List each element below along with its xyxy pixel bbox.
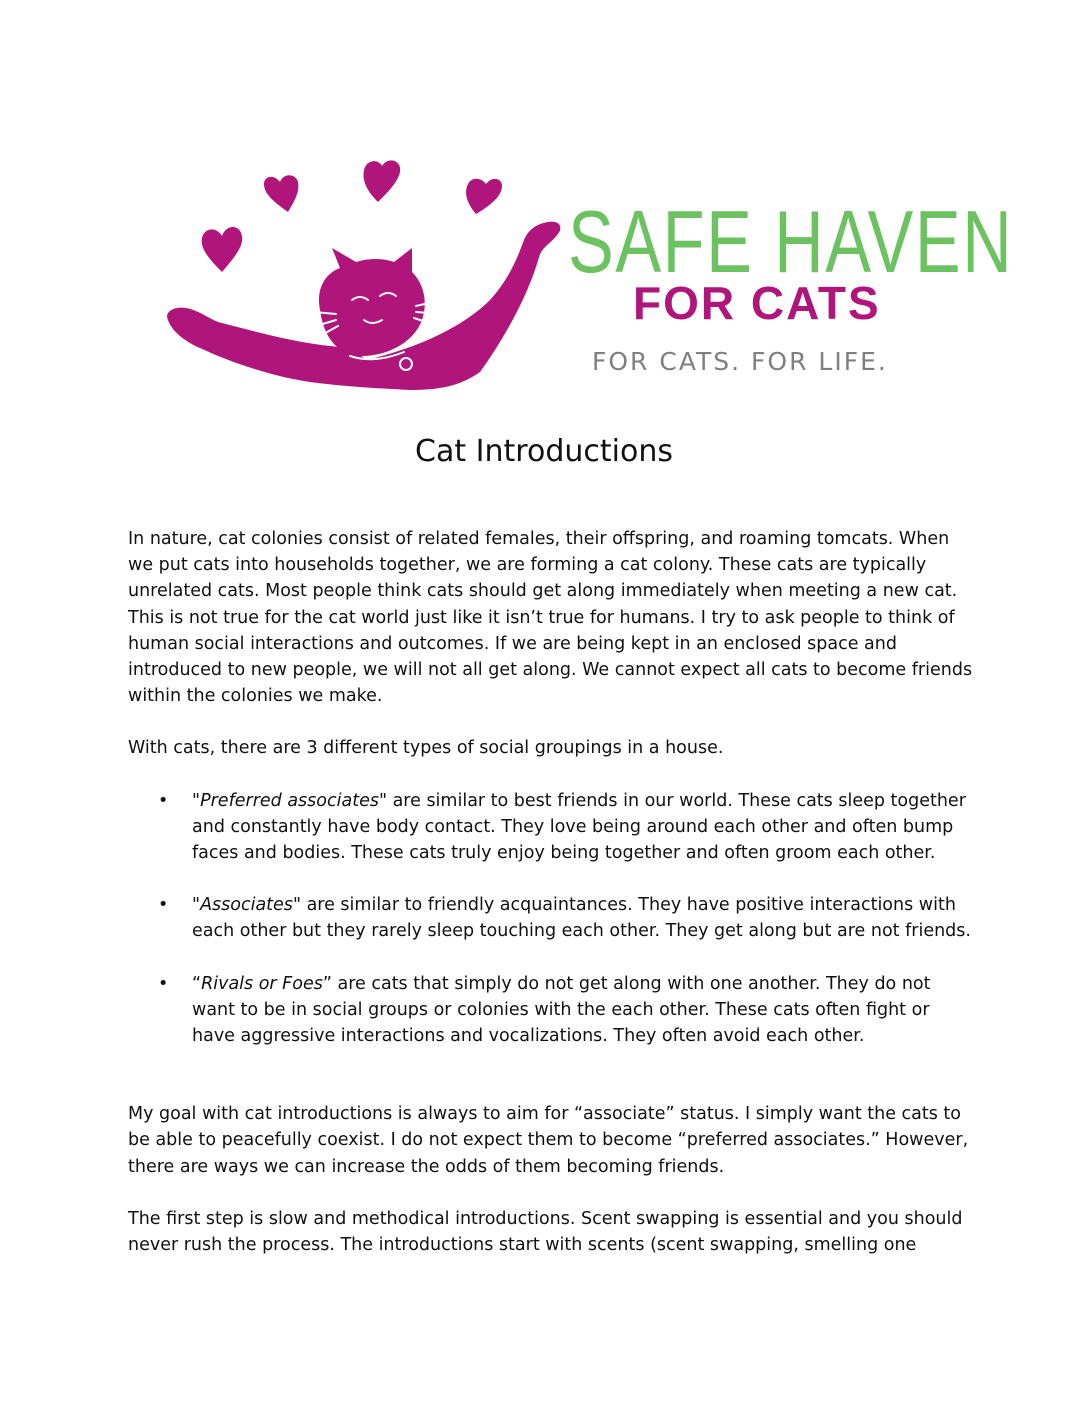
- bullet-icon: •: [158, 790, 169, 811]
- social-groupings-list: [128, 788, 973, 1050]
- spacer: [128, 1075, 973, 1101]
- close-quote: ": [292, 895, 301, 916]
- heart-icon: [364, 160, 401, 202]
- brand-tagline: FOR CATS. FOR LIFE.: [592, 347, 888, 376]
- bullet-icon: •: [158, 973, 169, 994]
- intro-paragraph: In nature, cat colonies consist of related females, their offspring, and roaming tomcats. When we put cats into households together, we are forming a cat colony. These cats are typically unrelated cats. Most people think cats should get along immediately when meeting a new cat. This is not true for the cat world just like it isn’t true for humans. I try to ask people to think of human social interactions and outcomes. If we are being kept in an enclosed space and introduced to new people, we will not all get along. We cannot expect all cats to become friends within the colonies we make.: [128, 529, 973, 707]
- close-quote: ”: [322, 973, 332, 994]
- list-item-associates: [128, 892, 973, 944]
- safe-haven-logo: [160, 150, 1014, 400]
- open-quote: ": [192, 790, 201, 811]
- term-associates: Associates: [200, 895, 293, 916]
- first-step-paragraph: The first step is slow and methodical introductions. Scent swapping is essential and you should never rush the process. The introductions start with scents (scent swapping, smelling one: [128, 1208, 963, 1256]
- groupings-lead-paragraph: With cats, there are 3 different types of social groupings in a house.: [128, 738, 724, 759]
- bullet-icon: •: [158, 895, 169, 916]
- term-rivals-or-foes: Rivals or Foes: [201, 973, 323, 994]
- term-preferred-associates: Preferred associates: [200, 790, 379, 811]
- list-item-preferred-associates: [128, 788, 973, 867]
- description-text: are cats that simply do not get along with one another. They do not want to be in social groups or colonies with the each other. These cats often fight or have aggressive interactions and vocalizations. They often avoid each other.: [192, 973, 931, 1047]
- brand-name-line2: FOR CATS: [633, 277, 881, 329]
- open-quote: ": [192, 895, 201, 916]
- goal-paragraph: My goal with cat introductions is always to aim for “associate” status. I simply want the cats to be able to peacefully coexist. I do not expect them to become “preferred associates.” However, there are ways we can increase the odds of them becoming friends.: [128, 1104, 969, 1177]
- open-quote: “: [192, 973, 202, 994]
- description-text: are similar to best friends in our world. These cats sleep together and constantly have body contact. They love being around each other and often bump faces and bodies. These cats truly enjoy being together and often groom each other.: [192, 790, 966, 864]
- heart-icon: [202, 227, 243, 272]
- brand-name-line1: SAFE HAVEN: [568, 192, 1014, 291]
- heart-icon: [264, 175, 298, 212]
- cat-head-shape: [319, 248, 425, 356]
- document-body: [128, 526, 973, 1284]
- description-text: are similar to friendly acquaintances. They have positive interactions with each other but they rarely sleep touching each other. They get along but are not friends.: [192, 895, 971, 942]
- close-quote: ": [378, 790, 388, 811]
- heart-icon: [466, 179, 502, 214]
- list-item-rivals-or-foes: [128, 971, 973, 1050]
- page-title: Cat Introductions: [415, 434, 673, 469]
